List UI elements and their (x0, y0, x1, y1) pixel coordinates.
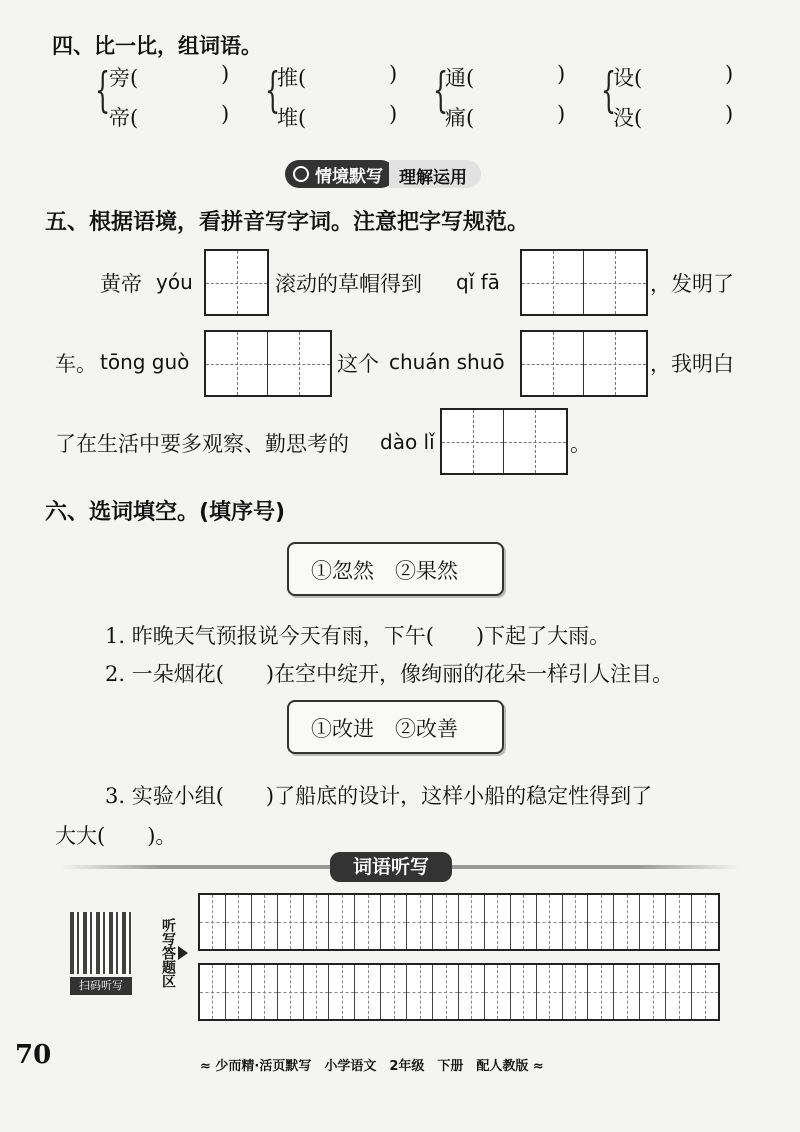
pinyin: qǐ fā (456, 270, 500, 294)
brace: { (95, 62, 111, 118)
text: 。 (570, 432, 591, 456)
question-3-cont: 大大( )。 (55, 824, 177, 848)
pair-close: ) (221, 62, 230, 86)
question-1: 1. 昨晚天气预报说今天有雨，下午( )下起了大雨。 (105, 624, 611, 648)
page-number: 70 (15, 1040, 52, 1070)
section-4-title: 四、比一比，组词语。 (52, 34, 262, 58)
text: ，我明白 (650, 352, 734, 376)
brace: { (433, 62, 449, 118)
banner-left-label: 情境默写 (315, 166, 383, 187)
pair-close: ) (389, 62, 398, 86)
pinyin: chuán shuō (389, 350, 505, 374)
writing-grid[interactable] (520, 249, 648, 316)
text: ，发明了 (650, 272, 734, 296)
question-2: 2. 一朵烟花( )在空中绽开，像绚丽的花朵一样引人注目。 (105, 662, 674, 686)
writing-grid[interactable] (204, 249, 269, 316)
pair-2-a: 推( (277, 66, 307, 90)
pair-3-a: 通( (445, 66, 475, 90)
dictation-title: 词语听写 (330, 852, 452, 882)
pair-1-b: 帝( (109, 106, 139, 130)
brace: { (601, 62, 617, 118)
text: 了在生活中要多观察、勤思考的 (55, 432, 349, 456)
brace: { (265, 62, 281, 118)
word-choices: ①忽然 ②果然 (311, 559, 458, 583)
pair-close: ) (557, 62, 566, 86)
word-choice-box-1 (287, 542, 504, 596)
banner-right: 理解运用 (389, 160, 481, 188)
pair-close: ) (725, 102, 734, 126)
compare-pairs (95, 58, 775, 133)
footer-text: ≈ 少而精·活页默写 小学语文 2年级 下册 配人教版 ≈ (200, 1059, 544, 1074)
text: 车。 (55, 352, 97, 376)
word-choice-box-2 (287, 700, 504, 754)
word-choices: ①改进 ②改善 (311, 717, 458, 741)
qr-code-icon[interactable] (70, 912, 132, 974)
writing-grid[interactable] (520, 330, 648, 397)
text: 滚动的草帽得到 (275, 272, 422, 296)
writing-grid[interactable] (204, 330, 332, 397)
section-6-title: 六、选词填空。(填序号) (45, 500, 286, 525)
medal-icon (293, 166, 309, 182)
pair-3-b: 痛( (445, 106, 475, 130)
dictation-grid-row-2[interactable] (198, 963, 720, 1021)
pair-close: ) (557, 102, 566, 126)
pair-close: ) (725, 62, 734, 86)
banner-left (285, 160, 395, 188)
text: 黄帝 (100, 272, 142, 296)
pair-2-b: 堆( (277, 106, 307, 130)
section-banner (285, 160, 481, 188)
pinyin: dào lǐ (380, 430, 435, 454)
writing-grid[interactable] (440, 408, 568, 475)
pair-close: ) (221, 102, 230, 126)
answer-area-label: 听写答题区 (160, 918, 176, 988)
pinyin: yóu (156, 270, 193, 294)
pair-close: ) (389, 102, 398, 126)
pair-1-a: 旁( (109, 66, 139, 90)
qr-label: 扫码听写 (70, 977, 132, 995)
text: 这个 (337, 352, 379, 376)
pinyin: tōng guò (100, 350, 190, 374)
pair-4-a: 设( (613, 66, 643, 90)
dictation-grid-row-1[interactable] (198, 893, 720, 951)
question-3: 3. 实验小组( )了船底的设计，这样小船的稳定性得到了 (105, 784, 653, 808)
section-5-title: 五、根据语境，看拼音写字词。注意把字写规范。 (45, 210, 530, 235)
play-arrow-icon (178, 946, 188, 960)
pair-4-b: 没( (613, 106, 643, 130)
